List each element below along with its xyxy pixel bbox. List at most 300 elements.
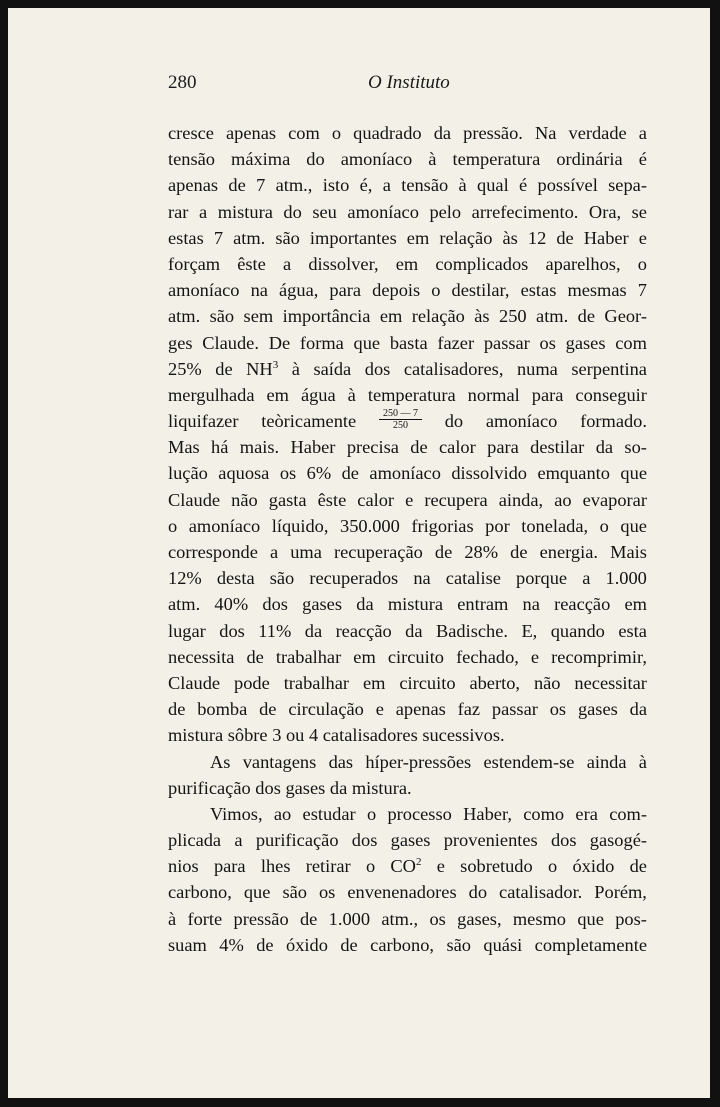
word: êste [317, 489, 347, 510]
word: reacção [335, 620, 392, 641]
word: provenientes [443, 830, 538, 851]
word: dos [364, 358, 391, 379]
text-line [168, 251, 647, 277]
word: carbono, [370, 934, 434, 955]
word: mergulhada [168, 384, 255, 405]
word: na [522, 594, 540, 615]
word: dos [219, 620, 245, 641]
word: 1.000 [328, 908, 371, 929]
word: aparelhos, [545, 253, 621, 274]
text-line [168, 513, 647, 539]
word: estudar [302, 803, 356, 824]
word: de [410, 437, 428, 458]
word: os [318, 882, 336, 903]
word: E, [521, 620, 538, 641]
word: Geor- [604, 306, 647, 327]
word: os [429, 908, 446, 929]
word: complicados [435, 253, 529, 274]
word: rar [168, 201, 189, 222]
word: na [250, 280, 268, 301]
word: a [234, 830, 243, 851]
page-header [168, 70, 648, 100]
word: em [266, 384, 289, 405]
word: amoníaco [485, 411, 558, 432]
word: apenas [226, 123, 277, 143]
word: mistura [217, 201, 273, 222]
text-line [168, 644, 647, 670]
word: de [629, 856, 647, 877]
word: 12% [168, 568, 202, 589]
text-line [168, 434, 647, 460]
word: amoníaco [369, 463, 441, 484]
word: de [228, 175, 246, 196]
word: catalisadores, [403, 358, 504, 379]
word: para [531, 384, 564, 405]
word: 1.000 [605, 568, 647, 589]
word: ao [554, 489, 572, 510]
word: não [231, 489, 258, 510]
word: pode [234, 672, 270, 693]
word: desta [216, 568, 255, 589]
word: à [347, 384, 356, 405]
word: Mas [168, 437, 200, 458]
word: com [615, 332, 647, 353]
word: 350.000 [340, 515, 400, 536]
word: era [575, 803, 598, 824]
formula-text: NH [246, 358, 273, 379]
word: água, [279, 280, 319, 301]
text-line [168, 906, 647, 932]
word: Badische. [435, 620, 508, 641]
text-line [168, 827, 647, 853]
text-line [168, 199, 647, 225]
text-line [168, 565, 647, 591]
word: a [582, 568, 591, 589]
word: à [458, 175, 467, 196]
word: frigorias [411, 515, 474, 536]
word: verdade [568, 123, 627, 143]
word: os [539, 332, 556, 353]
word: da [356, 594, 374, 615]
word: a [198, 201, 208, 222]
word: o [331, 123, 342, 143]
word: circuito [399, 672, 456, 693]
word: estendem-se [483, 751, 575, 772]
word: do [306, 149, 325, 170]
word: gases [565, 332, 606, 353]
word: em [624, 594, 647, 615]
word: Vimos, [210, 803, 263, 824]
text-line [168, 330, 647, 356]
word: que [243, 882, 271, 903]
text-line [168, 408, 647, 434]
word: esta [618, 620, 647, 641]
text-line [168, 591, 647, 617]
word: há [211, 437, 229, 458]
word: saída [313, 358, 352, 379]
word: gasogé- [589, 830, 647, 851]
word: quadrado [353, 123, 422, 143]
text-line [168, 932, 647, 958]
word: e [436, 856, 445, 877]
word: envenenadores [347, 882, 457, 903]
word: dos [262, 594, 288, 615]
word: Claude [168, 672, 221, 693]
word: se [631, 201, 647, 222]
word: os [279, 463, 297, 484]
word: 7 [213, 227, 224, 248]
word: da [629, 699, 647, 720]
word: do [444, 411, 464, 432]
formula-text: CO [390, 856, 416, 877]
word: energia. [539, 542, 599, 562]
word: 12 [527, 227, 547, 248]
word: destilar, [451, 280, 510, 301]
text-line [168, 303, 647, 329]
word: arrefecimento. [471, 201, 579, 222]
text-line [168, 225, 647, 251]
word: recomprimir, [551, 646, 647, 667]
word: qual [477, 175, 509, 196]
word: lução [168, 463, 208, 484]
word: As [210, 751, 231, 772]
word: pressão. [463, 123, 523, 143]
word: por [485, 515, 510, 536]
word: pelo [429, 201, 462, 222]
word: que [353, 332, 381, 353]
word: atm. [536, 306, 569, 327]
word: bomba [197, 699, 248, 720]
word: de [299, 908, 318, 929]
word: forçam [168, 253, 221, 274]
word: Porém, [594, 882, 647, 903]
word: sobretudo [460, 856, 533, 877]
word: passar [483, 332, 530, 353]
text-line [168, 277, 647, 303]
word: apenas [168, 175, 219, 196]
word: relação [411, 306, 465, 327]
word: gases [390, 830, 431, 851]
word: dissolver, [308, 253, 379, 274]
word: da [304, 620, 323, 641]
word: plicada [168, 830, 222, 851]
word: atm. [168, 594, 201, 615]
word: Claude [168, 489, 221, 510]
word: o [547, 856, 558, 877]
word: para [329, 280, 362, 301]
text-line [168, 879, 647, 905]
word: como [523, 803, 565, 824]
word: forma [299, 332, 344, 353]
word: 7 [637, 280, 647, 301]
word: liquifazer [168, 411, 239, 432]
word: dissolvido [451, 463, 527, 484]
word: conseguir [575, 384, 647, 405]
word: sepa- [608, 175, 647, 196]
word: lugar [168, 620, 206, 641]
word: de [246, 646, 264, 667]
word: do [283, 201, 302, 222]
word: de [340, 934, 358, 955]
word: em [406, 227, 430, 248]
word: gases [302, 594, 343, 615]
text-line [168, 749, 647, 775]
word: serpentina [571, 358, 647, 379]
word: temperatura [452, 149, 541, 170]
word: da [433, 123, 452, 143]
word: o [431, 280, 441, 301]
word: são [275, 227, 300, 248]
word: 250 [499, 306, 527, 327]
word: circulação [288, 699, 364, 720]
word: calor [357, 489, 395, 510]
word: fazer [437, 332, 475, 353]
word: que [577, 908, 604, 929]
word: retirar [305, 856, 351, 877]
text-line [168, 460, 647, 486]
text-line: purificação dos gases da mistura. [168, 777, 412, 798]
word: amoníaco [168, 280, 240, 301]
word: são [209, 306, 235, 327]
text-line [168, 487, 647, 513]
word: quando [550, 620, 605, 641]
text-line [168, 120, 647, 146]
word: Mais [610, 542, 647, 562]
word: numa [516, 358, 558, 379]
word: de [434, 542, 453, 562]
word: com [288, 123, 320, 143]
word: emquanto [537, 463, 610, 484]
word: evaporar [582, 489, 647, 510]
word: às [502, 227, 518, 248]
text-line [168, 539, 647, 565]
word: Haber [583, 227, 629, 248]
word: à [291, 358, 300, 379]
word: Haber [290, 437, 336, 458]
word: reacção [554, 594, 611, 615]
word: suam [168, 934, 207, 955]
word: normal [467, 384, 520, 405]
word: quási [483, 934, 523, 955]
word: o [168, 515, 178, 536]
word: calor [439, 437, 476, 458]
word: o [366, 803, 377, 824]
word: uma [290, 542, 322, 562]
word: gases, [457, 908, 502, 929]
word: que [620, 463, 647, 484]
word: pos- [615, 908, 647, 929]
word: possível [537, 175, 598, 196]
word: recuperação [334, 542, 423, 562]
text-line [168, 356, 647, 382]
word: mais. [239, 437, 280, 458]
word: e [405, 489, 414, 510]
word: são [282, 882, 307, 903]
percentage: 25% [168, 358, 202, 379]
fraction-numerator: 250 — 7 [379, 408, 422, 420]
word: em [353, 646, 376, 667]
word: de [556, 227, 574, 248]
word: tonelada, [521, 515, 589, 536]
word: tensão [168, 149, 215, 170]
formula [390, 853, 421, 879]
formula [246, 356, 278, 382]
text-line [168, 382, 647, 408]
word: das [328, 751, 354, 772]
word: para [487, 437, 519, 458]
word: ordinária [556, 149, 623, 170]
word: da [595, 437, 614, 458]
word: o [599, 515, 609, 536]
word: de [510, 542, 528, 562]
word: Ora, [588, 201, 622, 222]
word: de [256, 934, 274, 955]
word: ainda, [498, 489, 544, 510]
word: importantes [309, 227, 397, 248]
text-line [168, 172, 647, 198]
page-number: 280 [168, 72, 197, 93]
word: faz [457, 699, 481, 720]
word: é [519, 175, 528, 196]
word: seu [312, 201, 337, 222]
text-line [168, 618, 647, 644]
word: é, [359, 175, 373, 196]
word: processo [387, 803, 452, 824]
word: isto [322, 175, 350, 196]
word: pressão [233, 908, 289, 929]
word: Claude. [202, 332, 259, 353]
word: forte [187, 908, 223, 929]
word: e [530, 646, 540, 667]
word: catalisador. [499, 882, 583, 903]
word: do [468, 882, 488, 903]
word: estas [520, 280, 557, 301]
word: 40% [214, 594, 249, 615]
word: porque [516, 568, 568, 589]
word: carbono, [168, 882, 232, 903]
word: recuperados [309, 568, 399, 589]
word: importância [282, 306, 371, 327]
running-title: O Instituto [368, 72, 450, 93]
word: 6% [306, 463, 332, 484]
word: que [620, 515, 647, 536]
word: à [168, 908, 177, 929]
word: mistura [387, 594, 444, 615]
word: de [168, 699, 186, 720]
word: nios [168, 856, 199, 877]
word: trabalhar [283, 672, 350, 693]
word: 28% [464, 542, 499, 562]
word: Haber, [463, 803, 512, 824]
word: à [638, 751, 647, 772]
word: líquido, [271, 515, 329, 536]
word: em [395, 253, 419, 274]
word: ges [168, 332, 193, 353]
word: 7 [256, 175, 266, 196]
word: atm. [168, 306, 201, 327]
word: trabalhar [275, 646, 342, 667]
word: gasta [268, 489, 307, 510]
fraction [379, 408, 422, 434]
word: corresponde [168, 542, 258, 562]
word: mesmas [567, 280, 627, 301]
word: so- [624, 437, 647, 458]
word: passar [491, 699, 538, 720]
fraction-denominator: 250 [392, 420, 408, 432]
word: 4% [219, 934, 244, 955]
word: aberto, [469, 672, 521, 693]
text-line [168, 670, 647, 696]
word: aquosa [218, 463, 270, 484]
word: formado. [580, 411, 647, 432]
text-line [168, 146, 647, 172]
word: recupera [424, 489, 488, 510]
word: atm., [381, 908, 419, 929]
word: estas [168, 227, 204, 248]
word: o [637, 253, 647, 274]
word: de [341, 463, 359, 484]
word: o [365, 856, 376, 877]
body-text [168, 120, 647, 958]
word: De [268, 332, 291, 353]
word: às [474, 306, 490, 327]
word: atm. [233, 227, 266, 248]
word: sem [243, 306, 274, 327]
formula-superscript: 2 [415, 856, 422, 869]
word: com- [609, 803, 647, 824]
word: não [533, 672, 561, 693]
word: na [413, 568, 431, 589]
word: Na [534, 123, 557, 143]
word: amoníaco [347, 201, 419, 222]
word: híper-pressões [365, 751, 472, 772]
word: da [405, 620, 423, 641]
formula-superscript: 3 [272, 358, 279, 371]
word: relação [439, 227, 493, 248]
word: ainda [586, 751, 627, 772]
word: teòricamente [261, 411, 357, 432]
word: temperatura [367, 384, 456, 405]
text-line [168, 853, 647, 879]
word: cresce [168, 123, 214, 143]
word: de [259, 699, 277, 720]
word: circuito [387, 646, 444, 667]
text-line: mistura sôbre 3 ou 4 catalisadores sucessivos. [168, 725, 505, 746]
word: mesmo [512, 908, 566, 929]
word: a [382, 175, 391, 196]
word: são [446, 934, 471, 955]
word: purificação [255, 830, 339, 851]
word: necessitar [574, 672, 647, 693]
word: e [375, 699, 384, 720]
word: precisa [346, 437, 399, 458]
word: êste [237, 253, 266, 274]
word: dos [550, 830, 577, 851]
word: amoníaco [340, 149, 413, 170]
word: água [300, 384, 336, 405]
word: dos [351, 830, 378, 851]
word: 11% [258, 620, 292, 641]
word: em [362, 672, 386, 693]
text-line [168, 696, 647, 722]
word: máxima [231, 149, 291, 170]
word: à [428, 149, 437, 170]
word: lhes [260, 856, 291, 877]
text-line [168, 801, 647, 827]
word: para [213, 856, 246, 877]
word: vantagens [242, 751, 317, 772]
word: a [269, 542, 279, 562]
